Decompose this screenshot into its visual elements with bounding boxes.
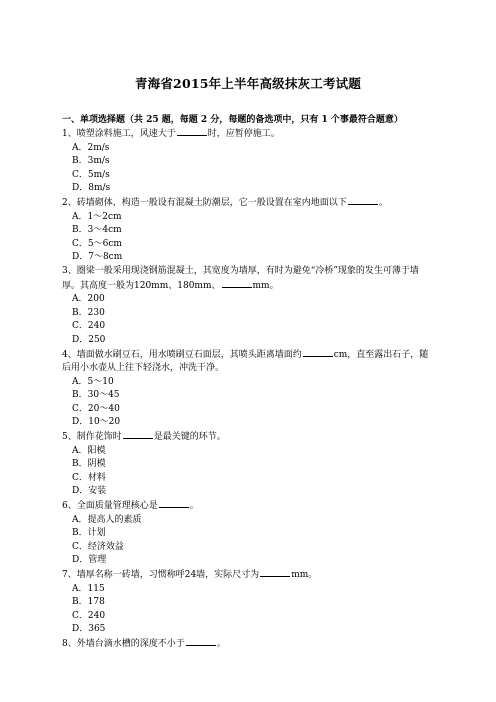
- answer-option: D．250: [72, 334, 106, 345]
- section-heading: 一、单项选择题（共 25 题，每题 2 分，每题的备选项中，只有 1 个事最符合题意）: [62, 115, 403, 125]
- answer-option: C．5～6cm: [72, 238, 122, 249]
- question-text: 8、外墙台滴水槽的深度不小于: [62, 638, 185, 649]
- answer-option: A．阳模: [72, 445, 106, 456]
- question-text-after: 是最关键的环节。: [153, 432, 226, 443]
- question-text: 4、墙面做水刷豆石，用水喷刷豆石面层，其喷头距离墙面约: [62, 349, 302, 360]
- answer-option: B．3m/s: [72, 156, 110, 167]
- question-text: 1、喷塑涂料施工，风速大于: [62, 129, 176, 139]
- answer-option: B．230: [72, 307, 105, 318]
- answer-option: D．安装: [72, 486, 107, 497]
- question-text-after: mm。: [252, 280, 279, 291]
- question-stem: [62, 499, 434, 514]
- answer-blank: [159, 499, 189, 508]
- answer-option: C．经济效益: [72, 541, 124, 552]
- answer-option: B．30～45: [72, 390, 120, 401]
- answer-blank: [260, 568, 290, 577]
- question-stem: [62, 127, 434, 142]
- question-text: 7、墙厚名称一砖墙，习惯称呼24墙，实际尺寸为: [62, 570, 260, 580]
- answer-option: A．115: [72, 583, 105, 594]
- answer-option: D．7～8cm: [72, 252, 123, 263]
- question-text: 2、砖墙砌体，构造一般设有混凝土防潮层，它一般设置在室内地面以下: [62, 197, 347, 208]
- question-stem: [62, 265, 434, 293]
- question-stem: [62, 348, 434, 376]
- question-text-after: 。: [216, 638, 226, 649]
- answer-option: C．20～40: [72, 403, 120, 414]
- answer-blank: [303, 348, 333, 357]
- answer-blank: [348, 196, 378, 205]
- answer-option: A．提高人的素质: [72, 514, 142, 525]
- question-stem: [62, 196, 434, 211]
- document-title: 青海省2015年上半年高级抹灰工考试题: [134, 76, 362, 91]
- question-text-after: cm，直至露出石子，随后用小水壶从上往下轻浇水，冲洗干净。: [62, 349, 429, 374]
- answer-option: D．10～20: [72, 417, 121, 428]
- answer-option: B．计划: [72, 528, 106, 539]
- answer-blank: [123, 430, 153, 439]
- answer-blank: [186, 637, 216, 646]
- answer-option: D．管理: [72, 555, 107, 566]
- question-stem: [62, 568, 434, 583]
- answer-option: A．200: [72, 294, 105, 305]
- question-text-after: 。: [378, 197, 388, 208]
- question-stem: [62, 430, 434, 445]
- question-stem: [62, 637, 434, 652]
- answer-option: C．材料: [72, 472, 106, 483]
- answer-option: D．8m/s: [72, 183, 111, 194]
- question-list: [62, 127, 434, 652]
- answer-blank: [222, 279, 252, 288]
- answer-option: B．178: [72, 597, 105, 608]
- answer-option: A．5～10: [72, 376, 114, 387]
- question-text-after: 。: [189, 501, 199, 512]
- question-text-after: mm。: [291, 570, 318, 580]
- question-text: 6、全面质量管理核心是: [62, 501, 158, 512]
- question-text-after: 时，应暂停施工。: [207, 129, 280, 139]
- answer-option: B．3～4cm: [72, 225, 122, 236]
- answer-option: C．5m/s: [72, 169, 110, 180]
- answer-blank: [177, 127, 207, 136]
- answer-option: D．365: [72, 624, 106, 635]
- question-text: 3、圈梁一般采用现浇钢筋混凝土，其宽度为墙厚，有时为避免“冷桥”现象的发生可薄于墙厚。其高度一般为120mm、180mm、: [62, 265, 419, 291]
- document-page: [62, 76, 434, 652]
- answer-option: A．1～2cm: [72, 211, 122, 222]
- question-text: 5、制作花饰时: [62, 432, 122, 443]
- answer-option: A．2m/s: [72, 142, 110, 153]
- answer-option: B．阴模: [72, 459, 106, 470]
- answer-option: C．240: [72, 610, 106, 621]
- answer-option: C．240: [72, 321, 106, 332]
